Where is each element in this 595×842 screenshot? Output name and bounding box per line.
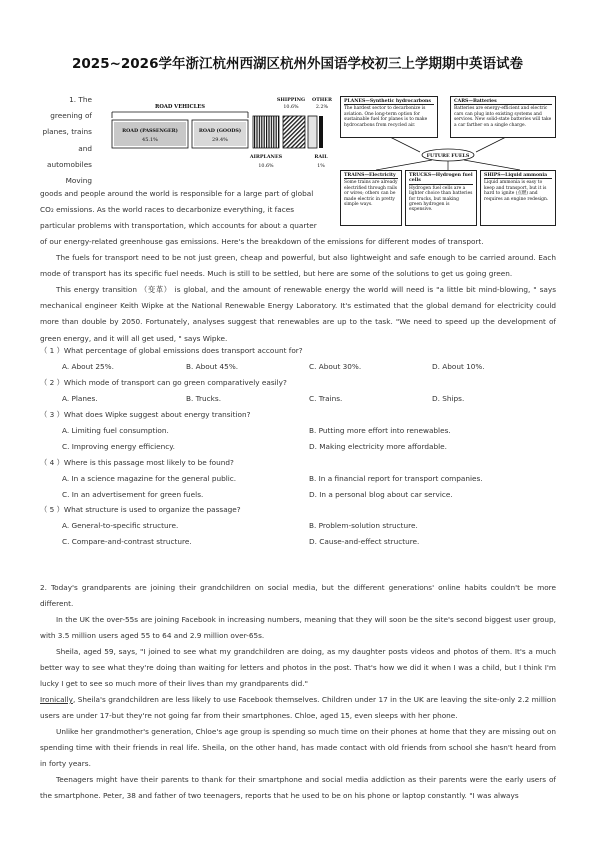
shipping-pct: 10.6%: [283, 105, 299, 110]
other-label: OTHER: [312, 97, 332, 103]
cars-fuel-text: Batteries are energy-efficient and electric cars can plug into existing systems and services. New solid-state batteries will take a car farther on a single charge.: [454, 106, 552, 128]
road-goods-label: ROAD (GOODS): [198, 128, 242, 134]
trucks-fuel-box: [405, 170, 477, 226]
road-vehicles-label: ROAD VEHICLES: [155, 104, 205, 110]
question-1-stem: （ 1 ）What percentage of global emissions does transport account for?: [40, 346, 303, 355]
question-4-option-d[interactable]: D. In a personal blog about car service.: [309, 490, 453, 499]
passage1-paragraph-2: The fuels for transport need to be not just green, cheap and powerful, but also lightweight and safe enough to be carried around. Each mode of transport has its specific fuel needs. Much is still to be settled, but here are some of the solutions to get us going green.: [40, 253, 556, 279]
wrap-line: automobiles: [47, 159, 92, 169]
ships-fuel-box: [480, 170, 556, 226]
airplanes-pct: 10.6%: [258, 164, 274, 169]
question-4-option-b[interactable]: B. In a financial report for transport companies.: [309, 474, 483, 483]
question-1-option-a[interactable]: A. About 25%.: [62, 362, 114, 371]
passage1-line: particular problems with transportation, which accounts for about a quarter: [40, 221, 317, 230]
planes-fuel-title: PLANES—Synthetic hydrocarbons: [344, 99, 434, 105]
future-fuels-label: FUTURE FUELS: [426, 153, 470, 159]
question-5-option-d[interactable]: D. Cause-and-effect structure.: [309, 537, 420, 546]
rail-pct: 1%: [317, 164, 325, 169]
trucks-fuel-text: Hydrogen fuel cells are a lighter choice than batteries for trucks, but making green hydrogen is expensive.: [409, 185, 473, 213]
passage2-paragraph-4-text: , Sheila's grandchildren are less likely to use Facebook themselves. Children under 17 in the UK are leaving the site-only 2.2 million users are under 17-but they're not going far from their smartphones. Chloe, aged 15, even sleeps with her phone.: [40, 695, 556, 721]
question-3-option-a[interactable]: A. Limiting fuel consumption.: [62, 426, 169, 435]
question-4-option-a[interactable]: A. In a science magazine for the general public.: [62, 474, 237, 483]
passage2-paragraph-4: [40, 692, 556, 724]
ships-fuel-text: Liquid ammonia is easy to keep and transport, but it is hard to ignite (点燃) and requires an engine redesign.: [484, 180, 549, 202]
wrap-line: planes, trains: [42, 127, 92, 137]
question-2-option-a[interactable]: A. Planes.: [62, 394, 98, 403]
question-5-stem: （ 5 ）What structure is used to organize the passage?: [40, 505, 241, 514]
ships-fuel-title: SHIPS—Liquid ammonia: [484, 173, 552, 179]
rail-label: RAIL: [314, 154, 328, 160]
passage1-wrap-text: [40, 92, 92, 189]
passage1-line: CO₂ emissions. As the world races to decarbonize everything, it faces: [40, 205, 294, 214]
other-pct: 2.2%: [315, 105, 329, 110]
road-goods-pct: 29.4%: [212, 137, 228, 143]
question-5-option-a[interactable]: A. General-to-specific structure.: [62, 521, 179, 530]
passage2-paragraph-3: Sheila, aged 59, says, "I joined to see what my grandchildren are doing, as my daughter posts videos and photos of them. It's a much better way to see what they're doing than waiting for letters and photos in the post. That's how we did it when I was a child, but I think I'm lucky I get to see so much more of their lives than my grandparents did.": [40, 647, 556, 689]
question-3-stem: （ 3 ）What does Wipke suggest about energy transition?: [40, 410, 251, 419]
question-5-option-b[interactable]: B. Problem-solution structure.: [309, 521, 418, 530]
question-4-option-c[interactable]: C. In an advertisement for green fuels.: [62, 490, 204, 499]
shipping-bar: [283, 116, 305, 148]
question-2-option-d[interactable]: D. Ships.: [432, 394, 465, 403]
question-1-option-c[interactable]: C. About 30%.: [309, 362, 362, 371]
passage1-line: of our energy-related greenhouse gas emissions. Here's the breakdown of the emissions for different modes of transport.: [40, 237, 484, 246]
passage1-paragraph-3: This energy transition （变革） is global, and the amount of renewable energy the world will need is "a little bit mind-blowing, " says mechanical engineer Keith Wipke at the National Renewable Energy Laboratory. It's estimated that the global demand for electricity could more than double by 2050. Fortunately, analyses suggest that renewables are up to the task. "We need to speed up the development of green energy, and it will all get used, " says Wipke.: [40, 285, 556, 343]
wrap-line: 1. The: [69, 95, 92, 104]
planes-fuel-text: The hardest sector to decarbonize is aviation. One long-term option for sustainable fuel for planes is to make hydrocarbons from recycled air.: [344, 106, 428, 128]
rail-bar: [319, 116, 323, 148]
trains-fuel-title: TRAINS—Electricity: [344, 173, 398, 179]
wrap-line: Moving: [65, 176, 92, 186]
other-bar: [308, 116, 317, 148]
passage2-paragraph-1: 2. Today's grandparents are joining their grandchildren on social media, but the different generations' online habits couldn't be more different.: [40, 583, 556, 609]
shipping-label: SHIPPING: [276, 97, 306, 103]
cars-fuel-box: [450, 96, 556, 138]
ironically-underlined-word: Ironically: [40, 695, 73, 704]
passage2-paragraph-2: In the UK the over-55s are joining Facebook in increasing numbers, meaning that they will soon be the site's second biggest user group, with 3.5 million users aged 55 to 64 and 2.9 million over-65s.: [40, 615, 556, 641]
question-2-option-c[interactable]: C. Trains.: [309, 394, 343, 403]
road-passenger-pct: 45.1%: [142, 137, 158, 143]
trucks-fuel-title: TRUCKS—Hydrogen fuel cells: [409, 173, 473, 184]
question-5-option-c[interactable]: C. Compare-and-contrast structure.: [62, 537, 192, 546]
road-passenger-label: ROAD (PASSENGER): [122, 128, 178, 134]
page-title: 2025~2026学年浙江杭州西湖区杭州外国语学校初三上学期期中英语试卷: [72, 56, 523, 72]
trains-fuel-box: [340, 170, 402, 226]
question-1-option-b[interactable]: B. About 45%.: [186, 362, 239, 371]
passage2-paragraph-5: Unlike her grandmother's generation, Chloe's age group is spending so much time on their phones at home that they are missing out on spending time with their friends in real life. Sheila, on the other hand, has made contact with old friends from school she hasn't heard from in forty years.: [40, 727, 556, 769]
question-3-option-c[interactable]: C. Improving energy efficiency.: [62, 442, 175, 451]
cars-fuel-title: CARS—Batteries: [454, 99, 552, 105]
wrap-line: greening of: [50, 111, 92, 121]
trains-fuel-text: Some trains are already electrified through rails or wires; others can be made electric in pretty simple ways.: [344, 180, 398, 208]
question-3-option-d[interactable]: D. Making electricity more affordable.: [309, 442, 447, 451]
airplanes-bar: [253, 116, 279, 148]
emissions-breakdown-figure: [98, 94, 334, 176]
passage2-paragraph-6: Teenagers might have their parents to thank for their smartphone and social media addiction as their parents were the early users of the smartphone. Peter, 38 and father of two teenagers, reports that he used to be on his phone or laptop constantly. "I was always: [40, 775, 556, 801]
question-2-option-b[interactable]: B. Trucks.: [186, 394, 222, 403]
planes-fuel-box: [340, 96, 438, 138]
question-2-stem: （ 2 ）Which mode of transport can go green comparatively easily?: [40, 378, 287, 387]
question-4-stem: （ 4 ）Where is this passage most likely to be found?: [40, 458, 234, 467]
question-3-option-b[interactable]: B. Putting more effort into renewables.: [309, 426, 451, 435]
question-1-option-d[interactable]: D. About 10%.: [432, 362, 485, 371]
airplanes-label: AIRPLANES: [249, 154, 283, 160]
passage1-line: goods and people around the world is responsible for a large part of global: [40, 189, 314, 198]
wrap-line: and: [78, 143, 92, 153]
